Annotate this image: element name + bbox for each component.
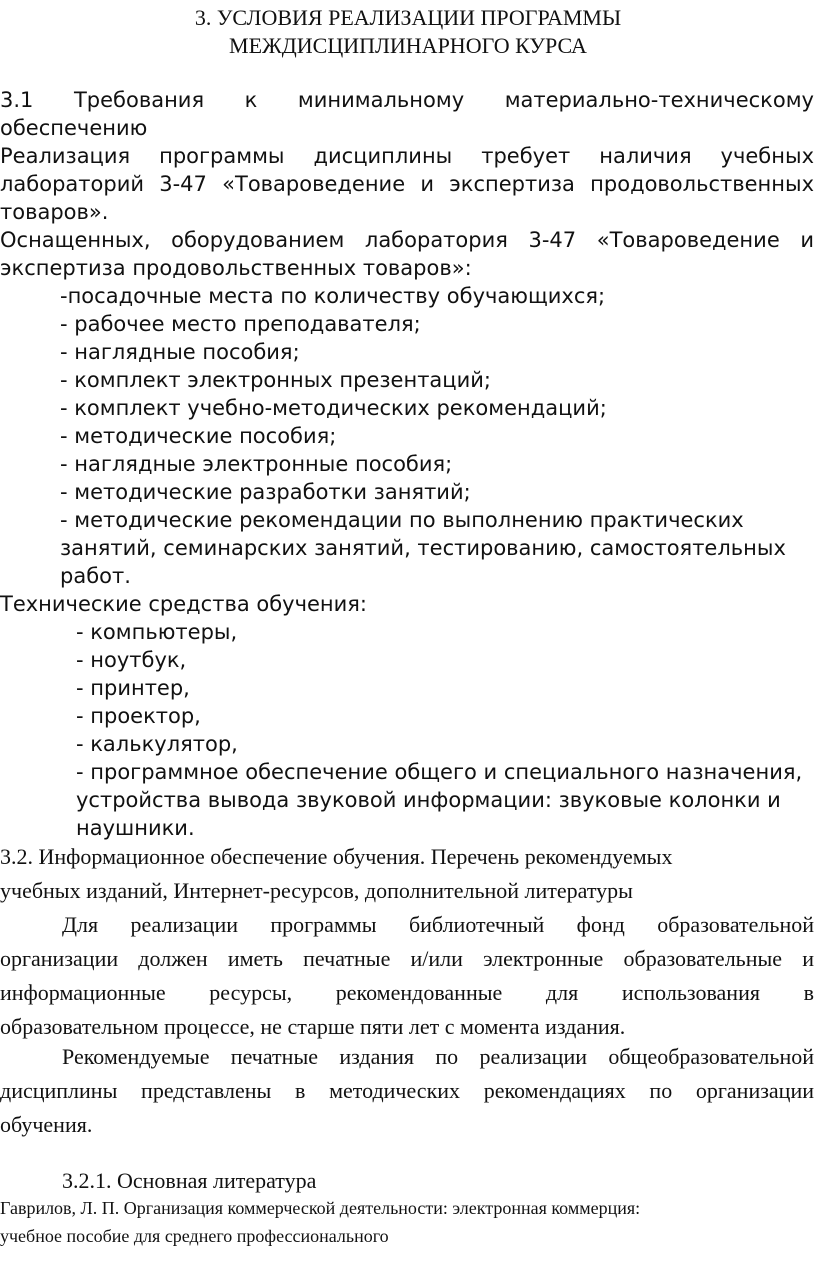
equipment-item: - методические рекомендации по выполнению практических: [60, 508, 744, 532]
equipment-item: -посадочные места по количеству обучающихся;: [60, 284, 606, 308]
paragraph-requirements-line-1: Реализация программы дисциплины требует наличия учебных: [0, 144, 814, 168]
paragraph-equipment-line-2: экспертиза продовольственных товаров»:: [0, 256, 472, 280]
tech-item: - компьютеры,: [76, 620, 238, 644]
tech-item: - принтер,: [76, 676, 190, 700]
section-3-2-title: 3.2. Информационное обеспечение обучения. Перечень рекомендуемых: [0, 844, 673, 869]
section-3-1-title: 3.1 Требования к минимальному материально-техническому: [0, 88, 814, 112]
equipment-item-cont: работ.: [60, 564, 131, 588]
equipment-item: - методические пособия;: [60, 424, 337, 448]
equipment-item-cont: занятий, семинарских занятий, тестированию, самостоятельных: [60, 536, 786, 560]
reference-line-2: учебное пособие для среднего профессионального: [0, 1226, 389, 1246]
equipment-item: - наглядные электронные пособия;: [60, 452, 453, 476]
equipment-item: - наглядные пособия;: [60, 340, 300, 364]
paragraph-editions-line-3: обучения.: [0, 1112, 93, 1137]
equipment-item: - комплект учебно-методических рекомендаций;: [60, 396, 607, 420]
paragraph-editions-line-2: дисциплины представлены в методических рекомендациях по организации: [0, 1078, 814, 1103]
tech-item-cont: наушники.: [76, 816, 195, 840]
paragraph-editions-line-1: Рекомендуемые печатные издания по реализации общеобразовательной: [62, 1044, 814, 1069]
equipment-item: - комплект электронных презентаций;: [60, 368, 491, 392]
tech-means-title: Технические средства обучения:: [0, 592, 368, 616]
paragraph-library-line-3: информационные ресурсы, рекомендованные для использования в: [0, 980, 814, 1005]
subsection-3-2-1-title: 3.2.1. Основная литература: [62, 1168, 317, 1193]
tech-item: - ноутбук,: [76, 648, 187, 672]
heading-line-1: 3. УСЛОВИЯ РЕАЛИЗАЦИИ ПРОГРАММЫ: [194, 5, 622, 30]
tech-item: - программное обеспечение общего и специального назначения,: [76, 760, 803, 784]
paragraph-library-line-4: образовательном процессе, не старше пяти лет с момента издания.: [0, 1014, 626, 1039]
paragraph-library-line-1: Для реализации программы библиотечный фонд образовательной: [62, 912, 814, 937]
section-3-2-title-cont: учебных изданий, Интернет-ресурсов, дополнительной литературы: [0, 878, 633, 903]
equipment-item: - рабочее место преподавателя;: [60, 312, 421, 336]
reference-line-1: Гаврилов, Л. П. Организация коммерческой деятельности: электронная коммерция:: [0, 1198, 641, 1218]
paragraph-library-line-2: организации должен иметь печатные и/или электронные образовательные и: [0, 946, 814, 971]
section-3-1-title-cont: обеспечению: [0, 116, 148, 140]
paragraph-equipment-line-1: Оснащенных, оборудованием лаборатория 3-47 «Товароведение и: [0, 228, 814, 252]
paragraph-requirements-line-3: товаров».: [0, 200, 109, 224]
tech-item-cont: устройства вывода звуковой информации: звуковые колонки и: [76, 788, 781, 812]
equipment-item: - методические разработки занятий;: [60, 480, 471, 504]
tech-item: - проектор,: [76, 704, 201, 728]
paragraph-requirements-line-2: лабораторий 3-47 «Товароведение и экспертиза продовольственных: [0, 172, 814, 196]
tech-item: - калькулятор,: [76, 732, 238, 756]
heading-line-2: МЕЖДИСЦИПЛИНАРНОГО КУРСА: [229, 33, 587, 58]
